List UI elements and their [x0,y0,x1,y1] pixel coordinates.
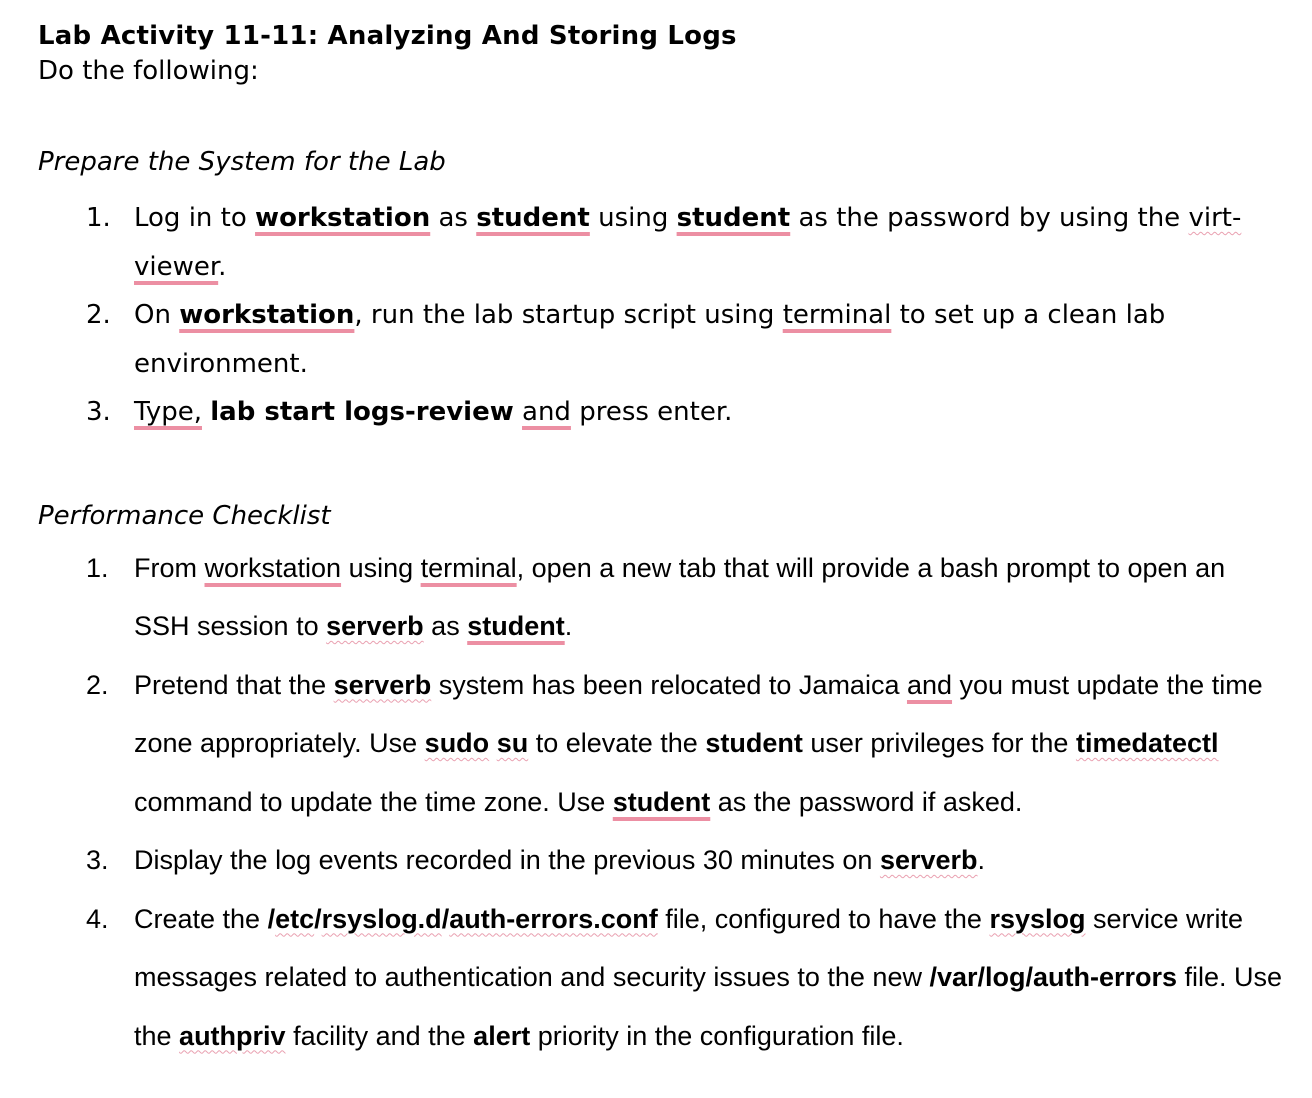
item-text: facility and the [285,1020,474,1051]
item-text: command to update the time zone. Use [134,786,613,817]
prepare-item-2 [38,291,1288,388]
item-text: . [218,251,227,282]
bold-term-student: student [612,786,711,817]
list-number: 2. [86,300,111,330]
underlined-word: and [522,397,571,427]
checklist-item-3 [38,831,1288,890]
item-text: From [134,552,205,583]
item-text: Pretend that the [134,669,334,700]
item-text [489,728,497,758]
underlined-word: terminal [782,300,892,330]
item-text: , run the lab startup script using [354,300,783,330]
underlined-word: terminal [420,552,517,583]
bold-term-sudo: sudo [424,728,490,758]
bold-term-serverb: serverb [879,845,978,875]
bold-term-su: su [496,728,529,758]
item-text: Log in to [134,203,256,233]
spellcheck-word: virt- [1188,203,1242,233]
bold-path-auth-errors: /var/log/auth-errors [929,962,1178,992]
bold-path-segment: etc [275,903,315,934]
prepare-list [38,194,1288,437]
item-text: using [341,552,421,583]
item-text: to elevate the [528,728,706,758]
bold-term-serverb: serverb [326,611,424,641]
item-text: using [589,203,677,233]
item-text: file. Use the [134,962,1283,1051]
underlined-word: workstation [204,552,342,583]
checklist-item-4 [38,890,1288,1066]
list-number: 2. [86,669,109,700]
item-text: . [564,611,573,641]
item-text: priority in the configuration file. [530,1020,904,1051]
checklist-item-1 [38,539,1288,656]
underlined-word: Type, [134,397,202,427]
bold-term-rsyslog: rsyslog [989,903,1086,934]
list-number: 3. [86,845,109,875]
document-title: Lab Activity 11-11: Analyzing And Storing Logs [38,21,737,51]
checklist-item-2 [38,656,1288,832]
list-number: 3. [86,397,111,427]
section-heading-checklist: Performance Checklist [38,500,331,531]
item-text: as [430,203,477,233]
item-text: user privileges for the [802,728,1076,758]
underlined-word: and [906,669,953,700]
section-heading-prepare: Prepare the System for the Lab [38,147,446,177]
item-text: system has been relocated to Jamaica [431,669,907,700]
bold-command: lab start logs-review [210,397,514,427]
item-text: as the password by using the [790,203,1189,233]
bold-term-student: student [476,203,590,233]
bold-path-segment: auth-errors.conf [449,903,658,934]
item-text: to set up a clean lab environment. [134,300,1166,379]
bold-term-student: student [705,728,803,758]
list-number: 4. [86,903,109,934]
bold-term-student: student [676,203,791,233]
item-text: Create the [134,903,268,934]
item-text [202,397,210,427]
bold-path-segment: rsyslog.d [321,903,442,934]
list-number: 1. [86,552,109,583]
intro-text: Do the following: [38,56,259,86]
item-text: On [134,300,180,330]
item-text: as the password if asked. [710,786,1023,817]
item-text: , open a new tab that will provide a bash prompt to open an SSH session to [134,552,1226,641]
item-text: Display the log events recorded in the previous 30 minutes on [134,845,880,875]
item-text: . [977,845,986,875]
bold-term-workstation: workstation [179,300,355,330]
bold-term-alert: alert [473,1020,531,1051]
bold-term-serverb: serverb [333,669,432,700]
checklist-list [38,539,1288,1066]
item-text: file, configured to have the [657,903,990,934]
item-text: you must update the time zone appropriately. Use [134,669,1263,758]
item-text [514,397,522,427]
bold-path-segment: / [441,903,450,934]
document-page [38,18,1288,1065]
bold-path-segment: / [314,903,322,934]
item-text: as [423,611,468,641]
bold-term-timedatectl: timedatectl [1075,728,1219,758]
prepare-item-3 [38,388,1288,437]
item-text: press enter. [570,397,733,427]
list-number: 1. [86,203,111,233]
bold-path-segment: / [267,903,276,934]
bold-term-authpriv: authpriv [179,1020,286,1051]
underlined-word: viewer [134,251,219,282]
bold-term-student: student [467,611,565,641]
prepare-item-1 [38,194,1288,291]
item-text: service write messages related to authentication and security issues to the new [134,903,1244,992]
bold-term-workstation: workstation [255,203,431,233]
